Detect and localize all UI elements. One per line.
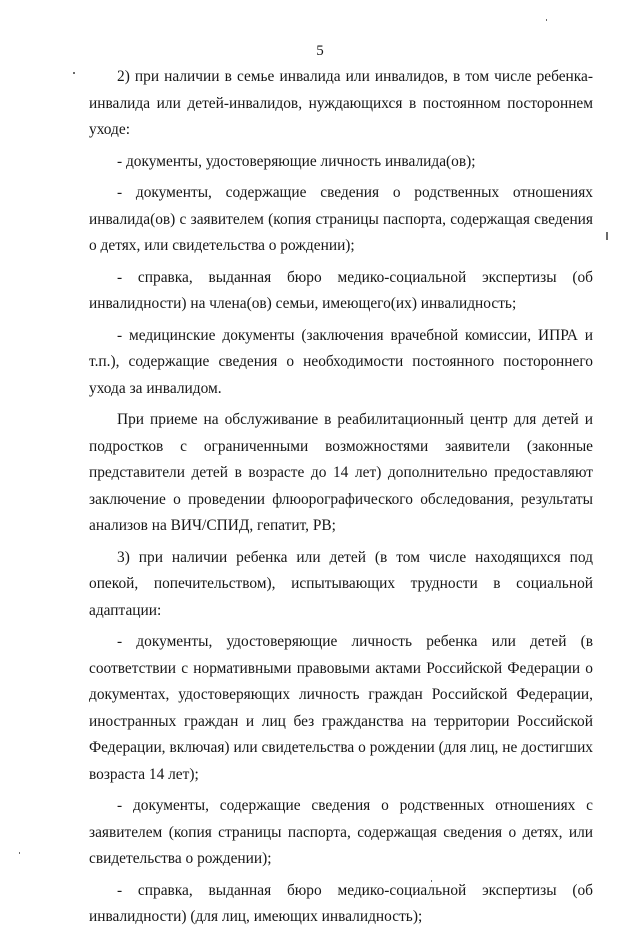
paragraph-item-2: 2) при наличии в семье инвалида или инвалидов, в том числе ребенка-инвалида или детей-инвалидов, нуждающихся в постоянном постороннем уходе: xyxy=(89,68,593,138)
paragraph-identity-documents: - документы, удостоверяющие личность инвалида(ов); xyxy=(117,152,476,170)
paragraph-child-identity-documents: - документы, удостоверяющие личность ребенка или детей (в соответствии с нормативными правовыми актами Российской Федерации о документах, удостоверяющих личность граждан Российской Федерации, иностранных граждан и лиц без гражданства на территории Российской Федерации, включая) или свидетельства о рождении (для лиц, не достигших возраста 14 лет); xyxy=(89,633,593,783)
paragraph-medical-documents: - медицинские документы (заключения врачебной комиссии, ИПРА и т.п.), содержащие сведения о необходимости постоянного постороннего ухода за инвалидом. xyxy=(89,326,593,397)
paragraph-item-3: 3) при наличии ребенка или детей (в том числе находящихся под опекой, попечительством), испытывающих трудности в социальной адаптации: xyxy=(89,548,593,619)
scan-mark xyxy=(73,72,75,74)
paragraph-rehab-center: При приеме на обслуживание в реабилитационный центр для детей и подростков с ограниченными возможностями заявители (законные представители детей в возрасте до 14 лет) дополнительно предоставляют заключение о проведении флюорографического обследования, результаты анализов на ВИЧ/СПИД, гепатит, РВ; xyxy=(89,411,593,534)
scan-mark xyxy=(606,232,608,240)
scan-mark xyxy=(546,19,547,21)
scan-mark xyxy=(19,852,20,854)
paragraph-kinship-documents: - документы, содержащие сведения о родственных отношениях инвалида(ов) с заявителем (копия страницы паспорта, содержащая сведения о детях, или свидетельства о рождении); xyxy=(89,184,593,254)
paragraph-disability-certificate: - справка, выданная бюро медико-социальной экспертизы (об инвалидности) на члена(ов) семьи, имеющего(их) инвалидность; xyxy=(89,268,593,312)
page-number: 5 xyxy=(316,43,324,59)
document-body xyxy=(89,64,593,931)
scan-mark xyxy=(431,880,432,882)
paragraph-child-kinship-documents: - документы, содержащие сведения о родственных отношениях с заявителем (копия страницы паспорта, содержащая сведения о детях, или свидетельства о рождении); xyxy=(89,797,593,867)
paragraph-child-disability-certificate: - справка, выданная бюро медико-социальной экспертизы (об инвалидности) (для лиц, имеющих инвалидность); xyxy=(89,881,593,925)
